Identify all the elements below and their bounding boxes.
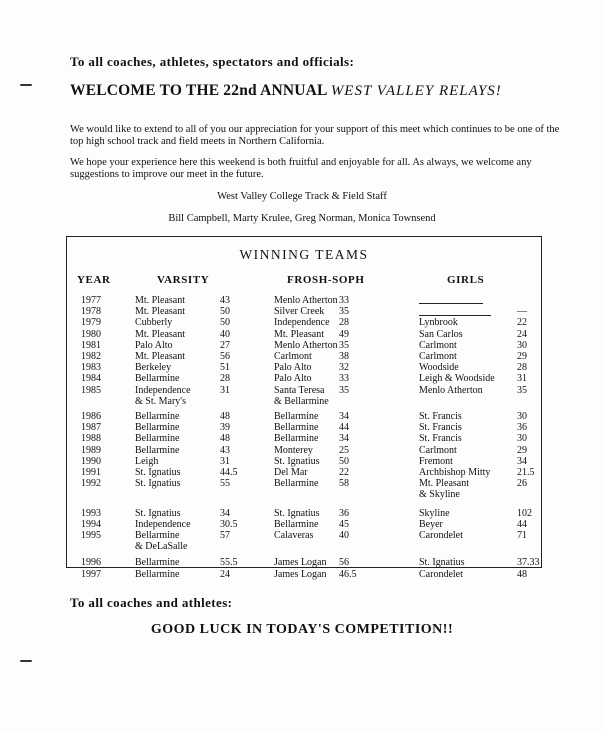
frosh-team-cell: Monterey [274, 444, 313, 456]
frosh-team-cell: Bellarmine [274, 411, 319, 422]
varsity-score-cell: 43 [220, 444, 230, 456]
varsity-team-cell: Mt. Pleasant [135, 306, 185, 318]
frosh-score-cell: 56 [339, 557, 349, 569]
frosh-score-cell: 22 [339, 467, 349, 478]
varsity-score-cell: 30.5 [220, 518, 238, 530]
varsity-score-cell: 24 [220, 568, 230, 580]
varsity-score-cell: 27 [220, 339, 230, 351]
frosh-team-cell: Palo Alto [274, 362, 312, 374]
year-cell: 1983 [81, 362, 101, 374]
girls-score-cell: 22 [517, 317, 527, 329]
varsity-team-cell: Mt. Pleasant [135, 351, 185, 362]
varsity-score-cell: 34 [220, 507, 230, 519]
table-title: WINNING TEAMS [239, 247, 369, 262]
year-cell: 1993 [81, 507, 101, 519]
girls-score-cell: 21.5 [517, 467, 535, 478]
varsity-score-cell: 48 [220, 433, 230, 445]
frosh-team-cell: Bellarmine [274, 433, 319, 445]
welcome-prefix: WELCOME TO THE 22nd ANNUAL [70, 82, 327, 99]
blank-girls-line-1978 [419, 315, 491, 316]
frosh-score-cell: 34 [339, 411, 349, 422]
col-varsity: VARSITY [157, 274, 210, 286]
frosh-team-cell: Carlmont [274, 351, 312, 362]
girls-team-cell: Lynbrook [419, 317, 458, 329]
varsity-team-cell: Independence [135, 384, 191, 396]
girls-score-cell: 44 [517, 518, 527, 530]
frosh-score-cell: 35 [339, 339, 349, 351]
frosh-team-cell: Santa Teresa [274, 384, 325, 396]
varsity-score-cell: 56 [220, 351, 230, 362]
girls-team-cell: Fremont [419, 455, 453, 467]
varsity-team-cell: Cubberly [135, 317, 173, 329]
year-cell: 1991 [81, 467, 101, 478]
frosh-score-cell: 25 [339, 444, 349, 456]
girls-team-cell: Skyline [419, 507, 450, 519]
varsity-score-cell: 51 [220, 362, 230, 374]
frosh-team-cell: St. Ignatius [274, 507, 320, 519]
varsity-team-cell: Bellarmine [135, 411, 180, 422]
girls-score-cell: 29 [517, 444, 527, 456]
girls-score-cell: 35 [517, 384, 527, 396]
varsity-team-cell: Mt. Pleasant [135, 328, 185, 340]
year-cell: 1988 [81, 433, 101, 445]
varsity-score-cell: 57 [220, 530, 230, 541]
varsity-team-cell: St. Ignatius [135, 467, 181, 478]
girls-score-cell: 28 [517, 362, 527, 374]
frosh-score-cell: 33 [339, 295, 349, 306]
footer-intro: To all coaches and athletes: [70, 595, 233, 610]
frosh-team-cell: St. Ignatius [274, 455, 320, 467]
frosh-team-cell: Mt. Pleasant [274, 328, 324, 340]
frosh-score-cell: 38 [339, 351, 349, 362]
girls-score-cell: 71 [517, 530, 527, 541]
varsity-score-cell: 28 [220, 373, 230, 385]
girls-team-cell: Beyer [419, 518, 443, 530]
girls-team-cell: Carlmont [419, 444, 457, 456]
frosh-score-cell: 58 [339, 478, 349, 490]
varsity-team-cell: Bellarmine [135, 433, 180, 445]
varsity-team-cell: Bellarmine [135, 373, 180, 385]
frosh-team-cell: James Logan [274, 568, 327, 580]
frosh-team-cell: & Bellarmine [274, 395, 329, 407]
girls-score-cell: 48 [517, 568, 527, 580]
col-frosh-soph: FROSH-SOPH [287, 274, 365, 286]
girls-team-cell: St. Francis [419, 422, 462, 434]
year-cell: 1982 [81, 351, 101, 362]
varsity-team-cell: Mt. Pleasant [135, 295, 185, 306]
girls-score-cell: 29 [517, 351, 527, 362]
varsity-team-cell: Palo Alto [135, 339, 173, 351]
frosh-score-cell: 28 [339, 317, 349, 329]
year-cell: 1980 [81, 328, 101, 340]
varsity-team-cell: & St. Mary's [135, 395, 186, 407]
frosh-score-cell: 34 [339, 433, 349, 445]
girls-score-cell: 30 [517, 411, 527, 422]
year-cell: 1978 [81, 306, 101, 318]
girls-team-cell: Mt. Pleasant [419, 478, 469, 490]
varsity-score-cell: 50 [220, 317, 230, 329]
staff-title: West Valley College Track & Field Staff [217, 191, 387, 202]
frosh-team-cell: Bellarmine [274, 478, 319, 490]
varsity-score-cell: 55.5 [220, 557, 238, 569]
girls-team-cell: Menlo Atherton [419, 384, 483, 396]
staff-names: Bill Campbell, Marty Krulee, Greg Norman, Monica Townsend [168, 213, 436, 224]
girls-team-cell: Carondelet [419, 568, 463, 580]
varsity-score-cell: 39 [220, 422, 230, 434]
year-cell: 1992 [81, 478, 101, 490]
welcome-event-name: WEST VALLEY RELAYS! [330, 83, 502, 99]
frosh-team-cell: Palo Alto [274, 373, 312, 385]
girls-score-cell: 30 [517, 339, 527, 351]
frosh-score-cell: 35 [339, 306, 349, 318]
year-cell: 1990 [81, 455, 101, 467]
varsity-team-cell: Bellarmine [135, 422, 180, 434]
girls-score-cell: 24 [517, 328, 527, 340]
hope-paragraph: We hope your experience here this weekend is both fruitful and enjoyable for all. As always, we welcome any suggestions to improve our meet in the future. [70, 157, 532, 180]
margin-mark-top [20, 84, 32, 86]
girls-team-cell: St. Ignatius [419, 557, 465, 569]
appreciation-paragraph: We would like to extend to all of you our appreciation for your support of this meet which continues to be one of the top high school track and field meets in Northern California. [70, 124, 560, 147]
frosh-team-cell: Silver Creek [274, 306, 325, 318]
girls-team-cell: & Skyline [419, 489, 460, 501]
varsity-score-cell: 31 [220, 455, 230, 467]
varsity-team-cell: Bellarmine [135, 568, 180, 580]
welcome-heading [70, 82, 502, 100]
varsity-team-cell: Leigh [135, 455, 159, 467]
girls-score-cell: 26 [517, 478, 527, 490]
varsity-team-cell: Independence [135, 518, 191, 530]
varsity-team-cell: Berkeley [135, 362, 172, 374]
col-girls: GIRLS [447, 274, 485, 286]
girls-score-cell: 34 [517, 455, 527, 467]
frosh-team-cell: Menlo Atherton [274, 339, 338, 351]
frosh-team-cell: Bellarmine [274, 422, 319, 434]
girls-team-cell: St. Francis [419, 411, 462, 422]
girls-score-cell: — [517, 306, 527, 318]
girls-score-cell: 30 [517, 433, 527, 445]
frosh-team-cell: Calaveras [274, 530, 314, 541]
girls-team-cell: Carondelet [419, 530, 463, 541]
frosh-team-cell: James Logan [274, 557, 327, 569]
margin-mark-bottom [20, 660, 32, 662]
girls-score-cell: 31 [517, 373, 527, 385]
varsity-score-cell: 55 [220, 478, 230, 490]
varsity-score-cell: 48 [220, 411, 230, 422]
girls-score-cell: 36 [517, 422, 527, 434]
frosh-score-cell: 32 [339, 362, 349, 374]
varsity-score-cell: 50 [220, 306, 230, 318]
girls-score-cell: 37.33 [517, 557, 540, 569]
year-cell: 1994 [81, 518, 101, 530]
frosh-score-cell: 45 [339, 518, 349, 530]
girls-score-cell: 102 [517, 507, 532, 519]
year-cell: 1989 [81, 444, 101, 456]
year-cell: 1979 [81, 317, 101, 329]
varsity-score-cell: 40 [220, 328, 230, 340]
frosh-score-cell: 44 [339, 422, 349, 434]
girls-team-cell: Carlmont [419, 351, 457, 362]
frosh-team-cell: Menlo Atherton [274, 295, 338, 306]
good-luck-message: GOOD LUCK IN TODAY'S COMPETITION!! [150, 622, 454, 637]
col-year: YEAR [77, 274, 111, 286]
blank-girls-line-1977 [419, 303, 483, 304]
frosh-score-cell: 33 [339, 373, 349, 385]
varsity-team-cell: & DeLaSalle [135, 541, 188, 553]
frosh-score-cell: 46.5 [339, 568, 357, 580]
winning-teams-table [66, 236, 542, 580]
year-cell: 1985 [81, 384, 101, 396]
frosh-team-cell: Independence [274, 317, 330, 329]
frosh-score-cell: 35 [339, 384, 349, 396]
year-cell: 1987 [81, 422, 101, 434]
girls-team-cell: Carlmont [419, 339, 457, 351]
year-cell: 1977 [81, 295, 101, 306]
varsity-score-cell: 44.5 [220, 467, 238, 478]
year-cell: 1984 [81, 373, 101, 385]
varsity-score-cell: 31 [220, 384, 230, 396]
varsity-team-cell: Bellarmine [135, 530, 180, 541]
girls-team-cell: Woodside [419, 362, 459, 374]
girls-team-cell: St. Francis [419, 433, 462, 445]
year-cell: 1997 [81, 568, 101, 580]
frosh-score-cell: 36 [339, 507, 349, 519]
frosh-score-cell: 50 [339, 455, 349, 467]
varsity-team-cell: Bellarmine [135, 557, 180, 569]
girls-team-cell: Archbishop Mitty [419, 467, 491, 478]
varsity-team-cell: St. Ignatius [135, 507, 181, 519]
girls-team-cell: Leigh & Woodside [419, 373, 495, 385]
year-cell: 1981 [81, 339, 101, 351]
year-cell: 1995 [81, 530, 101, 541]
varsity-team-cell: Bellarmine [135, 444, 180, 456]
frosh-score-cell: 40 [339, 530, 349, 541]
frosh-team-cell: Bellarmine [274, 518, 319, 530]
frosh-score-cell: 49 [339, 328, 349, 340]
varsity-score-cell: 43 [220, 295, 230, 306]
year-cell: 1996 [81, 557, 101, 569]
varsity-team-cell: St. Ignatius [135, 478, 181, 490]
frosh-team-cell: Del Mar [274, 467, 308, 478]
intro-line: To all coaches, athletes, spectators and officials: [70, 54, 355, 69]
girls-team-cell: San Carlos [419, 328, 463, 340]
year-cell: 1986 [81, 411, 101, 422]
